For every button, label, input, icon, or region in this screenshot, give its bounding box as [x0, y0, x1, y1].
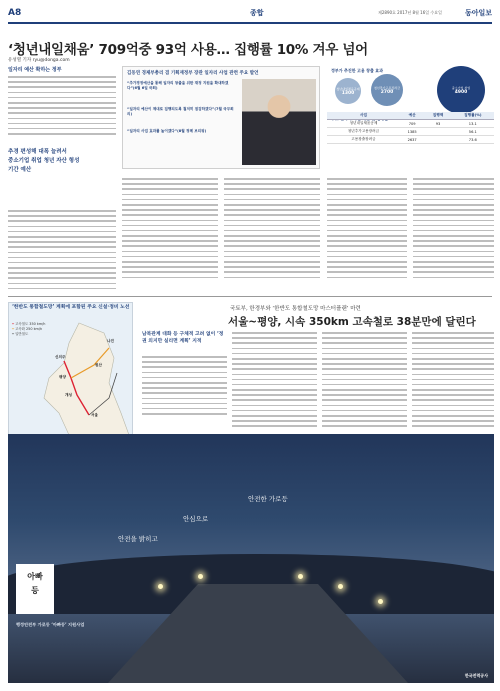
bubble-3: 중소기업 취업 4900: [437, 66, 485, 114]
city-label: 평양: [59, 375, 66, 379]
ad-brand: 한국전력공사: [464, 673, 488, 678]
ad-slogan: 안전을 밝히고: [118, 535, 158, 543]
streetlight-icon: [338, 584, 343, 589]
ad-caption: 행정안전부 가로등 ‘아빠등’ 지원사업: [16, 622, 85, 627]
table-row: 청년내일채움공제 709 93 13.1: [327, 120, 494, 128]
bottom-kicker: 국토부, 한경부와 ‘한반도 통합철도망 마스터플랜’ 마련: [230, 306, 361, 312]
article-body-text: [224, 178, 320, 282]
section-divider: [8, 296, 492, 297]
article-body-text: [122, 178, 218, 282]
article-body-text: [8, 210, 116, 293]
section-name: 종합: [250, 9, 264, 17]
quote-2: “일자리 예산이 제대로 집행되도록 철저히 점검하겠다”(7월 국무회의): [127, 107, 234, 116]
legend-semihighspeed: ━ 고속화 250 km/h: [12, 327, 43, 331]
ad-slogan: 안전한 가로등: [248, 495, 288, 503]
ad-slogan: 안심으로: [183, 515, 209, 523]
article-dateline: 유성열 기자 ryu@donga.com: [8, 58, 70, 63]
article-subtitle: 일자리 예산 확하는 정부: [8, 67, 62, 73]
issue-date: 제2890호 2017년 8월 16일 수요일: [378, 10, 442, 15]
article-body-text: [412, 332, 494, 431]
quote-3: “일자리 사업 효과를 높이겠다”(8월 정례 브리핑): [127, 129, 207, 133]
streetlight-icon: [158, 584, 163, 589]
streetlight-icon: [378, 599, 383, 604]
city-label: 나진: [107, 339, 114, 343]
city-label: 신의주: [55, 355, 66, 359]
article-body-text: [8, 76, 116, 138]
table-row: 청년추가고용장려금 1385 56.1: [327, 128, 494, 136]
streetlight-icon: [198, 574, 203, 579]
article-body-text: [413, 178, 494, 282]
quote-box-title: 김동연 경제부총리 겸 기획재정부 장관 일자리 사업 관련 주요 발언: [127, 71, 259, 76]
newspaper-logo: 동아일보: [464, 8, 492, 17]
bubble-2: 청년추가고용장려금 2700: [371, 74, 403, 106]
article-body-text: [327, 178, 407, 282]
article-lead: 추경 편성해 대폭 늘려서 중소기업 취업 청년 자산 형성 기간 예산: [8, 149, 80, 173]
infographic-title: 정부가 추진한 고용 창출 효과: [331, 68, 383, 73]
streetlight-icon: [298, 574, 303, 579]
advertisement: [8, 434, 494, 683]
ad-logo-box: 아빠 등: [16, 564, 54, 614]
article-body-text: [232, 332, 317, 431]
bottom-headline: 서울~평양, 시속 350km 고속철로 38분만에 달린다: [228, 316, 476, 328]
bubble-1: 청년내일채움공제 1300: [335, 78, 361, 104]
table-header-row: 사업 예산 집행액 집행률(%): [327, 112, 494, 120]
table-row: 고용창출장려금 2637 73.6: [327, 136, 494, 144]
main-headline: ‘청년내일채움’ 709억중 93억 사용… 집행률 10% 겨우 넘어: [8, 42, 368, 58]
budget-table: [327, 112, 494, 144]
city-label: 원산: [95, 363, 102, 367]
map-title: ‘한반도 통합철도망’ 계획에 포함된 주요 신설·정비 노선: [12, 305, 130, 310]
masthead: [8, 8, 492, 24]
article-body-text: [142, 356, 227, 418]
legend-highspeed: ━ 고속철도 350 km/h: [12, 322, 46, 326]
minister-photo: [242, 79, 316, 165]
bottom-lead: 남북관계 대화 등 구체적 고려 없이 ‘정권 의지만 실리면 계획’ 지적: [142, 332, 224, 344]
article-body-text: [322, 332, 407, 431]
map-graphic: [9, 303, 134, 437]
railway-map: [8, 302, 133, 436]
page-number: A8: [8, 8, 22, 18]
quote-1: “추가경정예산을 통해 일자리 창출을 위한 재정 지원을 확대하겠다”(6월 6일 국회): [127, 81, 229, 90]
city-label: 개성: [65, 393, 72, 397]
quote-box: [122, 66, 320, 169]
city-label: 서울: [91, 413, 98, 417]
legend-general: ━ 일반철도: [12, 332, 29, 336]
